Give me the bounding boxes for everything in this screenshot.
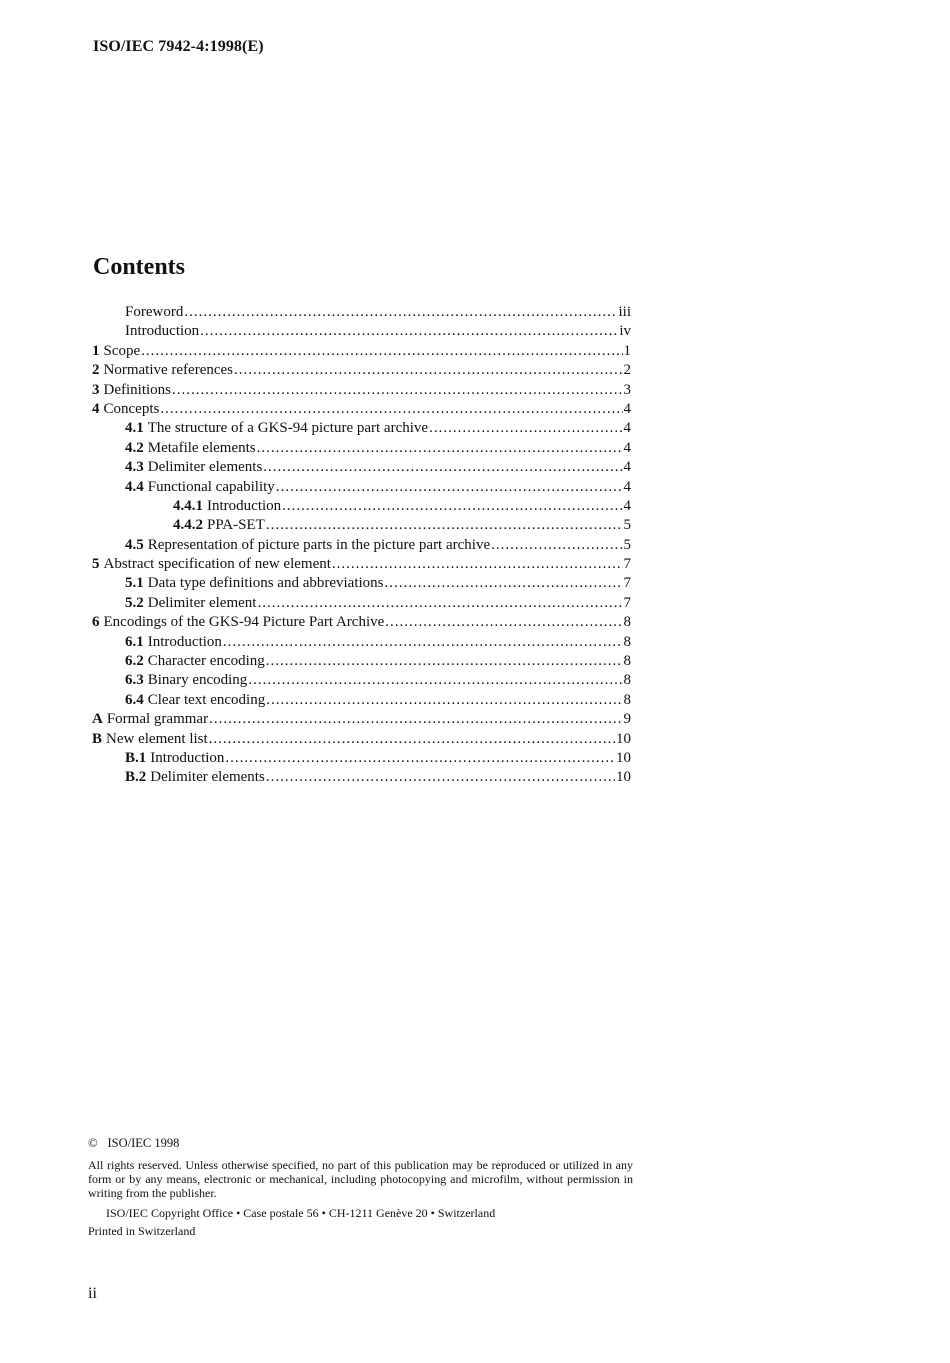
toc-dot-leader bbox=[491, 536, 622, 555]
toc-entry-title: Delimiter element bbox=[147, 594, 257, 611]
toc-entry-title: The structure of a GKS-94 picture part archive bbox=[147, 420, 429, 437]
toc-dot-leader bbox=[172, 381, 623, 400]
toc-entry[interactable] bbox=[92, 478, 631, 497]
toc-entry[interactable] bbox=[92, 768, 631, 787]
toc-entry[interactable] bbox=[92, 633, 631, 652]
toc-entry-title: Encodings of the GKS-94 Picture Part Archive bbox=[103, 614, 385, 631]
toc-entry-title: Concepts bbox=[103, 400, 160, 417]
toc-entry[interactable] bbox=[92, 536, 631, 555]
toc-dot-leader bbox=[282, 497, 622, 516]
toc-entry-number: 6.1 bbox=[125, 633, 144, 650]
toc-dot-leader bbox=[266, 691, 622, 710]
toc-dot-leader bbox=[209, 710, 622, 729]
printed-in: Printed in Switzerland bbox=[88, 1224, 196, 1238]
toc-entry[interactable] bbox=[92, 303, 631, 322]
toc-dot-leader bbox=[332, 555, 623, 574]
toc-entry-page: 2 bbox=[623, 362, 631, 379]
toc-dot-leader bbox=[141, 342, 622, 361]
page-number: ii bbox=[88, 1285, 97, 1302]
toc-dot-leader bbox=[385, 613, 622, 632]
toc-entry-title: Character encoding bbox=[147, 653, 265, 670]
toc-entry-page: 4 bbox=[623, 420, 631, 437]
toc-dot-leader bbox=[257, 594, 622, 613]
toc-entry-title: Foreword bbox=[125, 304, 184, 320]
toc-entry-page: 10 bbox=[616, 749, 631, 766]
copyright-line bbox=[88, 1136, 633, 1150]
toc-entry-title: Delimiter elements bbox=[147, 459, 263, 476]
copyright-office-address: ISO/IEC Copyright Office • Case postale 56 • CH-1211 Genève 20 • Switzerland bbox=[106, 1206, 496, 1220]
toc-entry-page: 4 bbox=[623, 439, 631, 456]
toc-entry-page: 5 bbox=[623, 517, 631, 534]
toc-entry-title: Introduction bbox=[147, 633, 222, 650]
toc-entry-number: 4.2 bbox=[125, 439, 144, 456]
toc-entry[interactable] bbox=[92, 730, 631, 749]
toc-entry[interactable] bbox=[92, 322, 631, 341]
toc-dot-leader bbox=[276, 478, 623, 497]
toc-dot-leader bbox=[257, 439, 623, 458]
document-standard-id: ISO/IEC 7942-4:1998(E) bbox=[93, 38, 264, 55]
toc-entry-title: Delimiter elements bbox=[150, 769, 265, 786]
toc-entry-number: 6.4 bbox=[125, 691, 144, 708]
toc-entry-number: 4.5 bbox=[125, 536, 144, 553]
toc-entry[interactable] bbox=[92, 497, 631, 516]
toc-entry-number: 4.1 bbox=[125, 420, 144, 437]
copyright-block bbox=[88, 1136, 633, 1238]
rights-statement: All rights reserved. Unless otherwise specified, no part of this publication may be reproduced or utilized in any form or by any means, electronic or mechanical, including photocopying and microfilm, without permission in writing from the publisher. bbox=[88, 1158, 633, 1200]
toc-entry-title: Metafile elements bbox=[147, 439, 256, 456]
toc-entry[interactable] bbox=[92, 516, 631, 535]
toc-dot-leader bbox=[248, 671, 622, 690]
toc-entry-page: 3 bbox=[623, 381, 631, 398]
toc-dot-leader bbox=[266, 516, 623, 535]
toc-entry-number: A bbox=[92, 711, 103, 728]
toc-entry-number: 6.3 bbox=[125, 672, 144, 689]
toc-entry-title: Clear text encoding bbox=[147, 691, 266, 708]
toc-entry[interactable] bbox=[92, 613, 631, 632]
toc-entry-title: Representation of picture parts in the picture part archive bbox=[147, 536, 491, 553]
toc-entry[interactable] bbox=[92, 710, 631, 729]
toc-entry-number: 6 bbox=[92, 614, 100, 631]
toc-entry-number: B bbox=[92, 730, 103, 747]
toc-entry[interactable] bbox=[92, 749, 631, 768]
toc-entry-page: 9 bbox=[623, 711, 631, 728]
toc-entry-title: PPA-SET bbox=[207, 517, 265, 534]
toc-entry[interactable] bbox=[92, 439, 631, 458]
toc-entry-number: B.1 bbox=[125, 749, 147, 766]
toc-entry-page: 10 bbox=[616, 769, 631, 786]
toc-dot-leader bbox=[429, 419, 622, 438]
toc-entry-page: 4 bbox=[623, 478, 631, 495]
toc-entry-number: 3 bbox=[92, 381, 100, 398]
toc-dot-leader bbox=[209, 730, 615, 749]
toc-entry-number: 6.2 bbox=[125, 653, 144, 670]
toc-entry-page: 4 bbox=[623, 459, 631, 476]
toc-entry-number: 5.1 bbox=[125, 575, 144, 592]
toc-entry-title: New element list bbox=[106, 730, 208, 747]
toc-entry[interactable] bbox=[92, 400, 631, 419]
toc-entry-number: 2 bbox=[92, 362, 100, 379]
toc-entry[interactable] bbox=[92, 419, 631, 438]
toc-entry[interactable] bbox=[92, 652, 631, 671]
toc-entry-number: 5.2 bbox=[125, 594, 144, 611]
toc-entry-title: Introduction bbox=[125, 323, 200, 340]
toc-entry-title: Introduction bbox=[150, 749, 225, 766]
toc-entry-title: Normative references bbox=[103, 362, 234, 379]
copyright-owner: ISO/IEC 1998 bbox=[107, 1136, 180, 1150]
toc-entry-page: iv bbox=[619, 323, 631, 340]
toc-entry-page: 7 bbox=[623, 575, 631, 592]
toc-dot-leader bbox=[385, 574, 623, 593]
copyright-icon: © bbox=[88, 1136, 98, 1150]
toc-entry-number: 4.4 bbox=[125, 478, 144, 495]
toc-entry-page: 8 bbox=[623, 653, 631, 670]
toc-entry-title: Introduction bbox=[207, 497, 282, 514]
toc-entry-page: 8 bbox=[623, 614, 631, 631]
toc-entry[interactable] bbox=[92, 555, 631, 574]
toc-entry[interactable] bbox=[92, 691, 631, 710]
toc-entry-page: 7 bbox=[623, 594, 631, 611]
toc-entry-page: 8 bbox=[623, 691, 631, 708]
toc-entry-title: Functional capability bbox=[147, 478, 275, 495]
toc-entry-number: 1 bbox=[92, 342, 100, 359]
toc-dot-leader bbox=[266, 652, 623, 671]
toc-dot-leader bbox=[225, 749, 615, 768]
toc-dot-leader bbox=[234, 361, 622, 380]
toc-entry-title: Definitions bbox=[103, 381, 171, 398]
toc-entry-title: Formal grammar bbox=[106, 711, 209, 728]
toc-entry-title: Scope bbox=[103, 342, 141, 359]
toc-entry-page: 8 bbox=[623, 672, 631, 689]
toc-entry[interactable] bbox=[92, 342, 631, 361]
toc-dot-leader bbox=[266, 768, 615, 787]
toc-entry-number: 4.3 bbox=[125, 459, 144, 476]
toc-entry-title: Data type definitions and abbreviations bbox=[147, 575, 384, 592]
toc-entry-page: iii bbox=[618, 304, 631, 320]
toc-entry-number: B.2 bbox=[125, 769, 147, 786]
toc-entry-page: 1 bbox=[623, 342, 631, 359]
toc-entry-page: 10 bbox=[616, 730, 631, 747]
toc-entry-number: 4 bbox=[92, 400, 100, 417]
toc-entry-page: 8 bbox=[623, 633, 631, 650]
toc-entry-page: 4 bbox=[623, 400, 631, 417]
toc-entry-number: 4.4.2 bbox=[173, 517, 203, 534]
toc-dot-leader bbox=[160, 400, 622, 419]
toc-entry-page: 5 bbox=[623, 536, 631, 553]
toc-entry-page: 7 bbox=[623, 556, 631, 573]
toc-entry-title: Binary encoding bbox=[147, 672, 248, 689]
toc-dot-leader bbox=[184, 303, 617, 322]
toc-dot-leader bbox=[200, 322, 618, 341]
toc-entry-page: 4 bbox=[623, 497, 631, 514]
toc-entry[interactable] bbox=[92, 381, 631, 400]
toc-dot-leader bbox=[223, 633, 623, 652]
toc-entry[interactable] bbox=[92, 671, 631, 690]
toc-entry[interactable] bbox=[92, 594, 631, 613]
toc-entry-number: 4.4.1 bbox=[173, 497, 203, 514]
toc-dot-leader bbox=[263, 458, 622, 477]
toc-entry[interactable] bbox=[92, 574, 631, 593]
toc-entry[interactable] bbox=[92, 361, 631, 380]
toc-entry-title: Abstract specification of new element bbox=[103, 556, 331, 573]
toc-entry-number: 5 bbox=[92, 556, 100, 573]
contents-heading: Contents bbox=[93, 254, 186, 280]
toc-entry[interactable] bbox=[92, 458, 631, 477]
table-of-contents bbox=[92, 303, 631, 788]
